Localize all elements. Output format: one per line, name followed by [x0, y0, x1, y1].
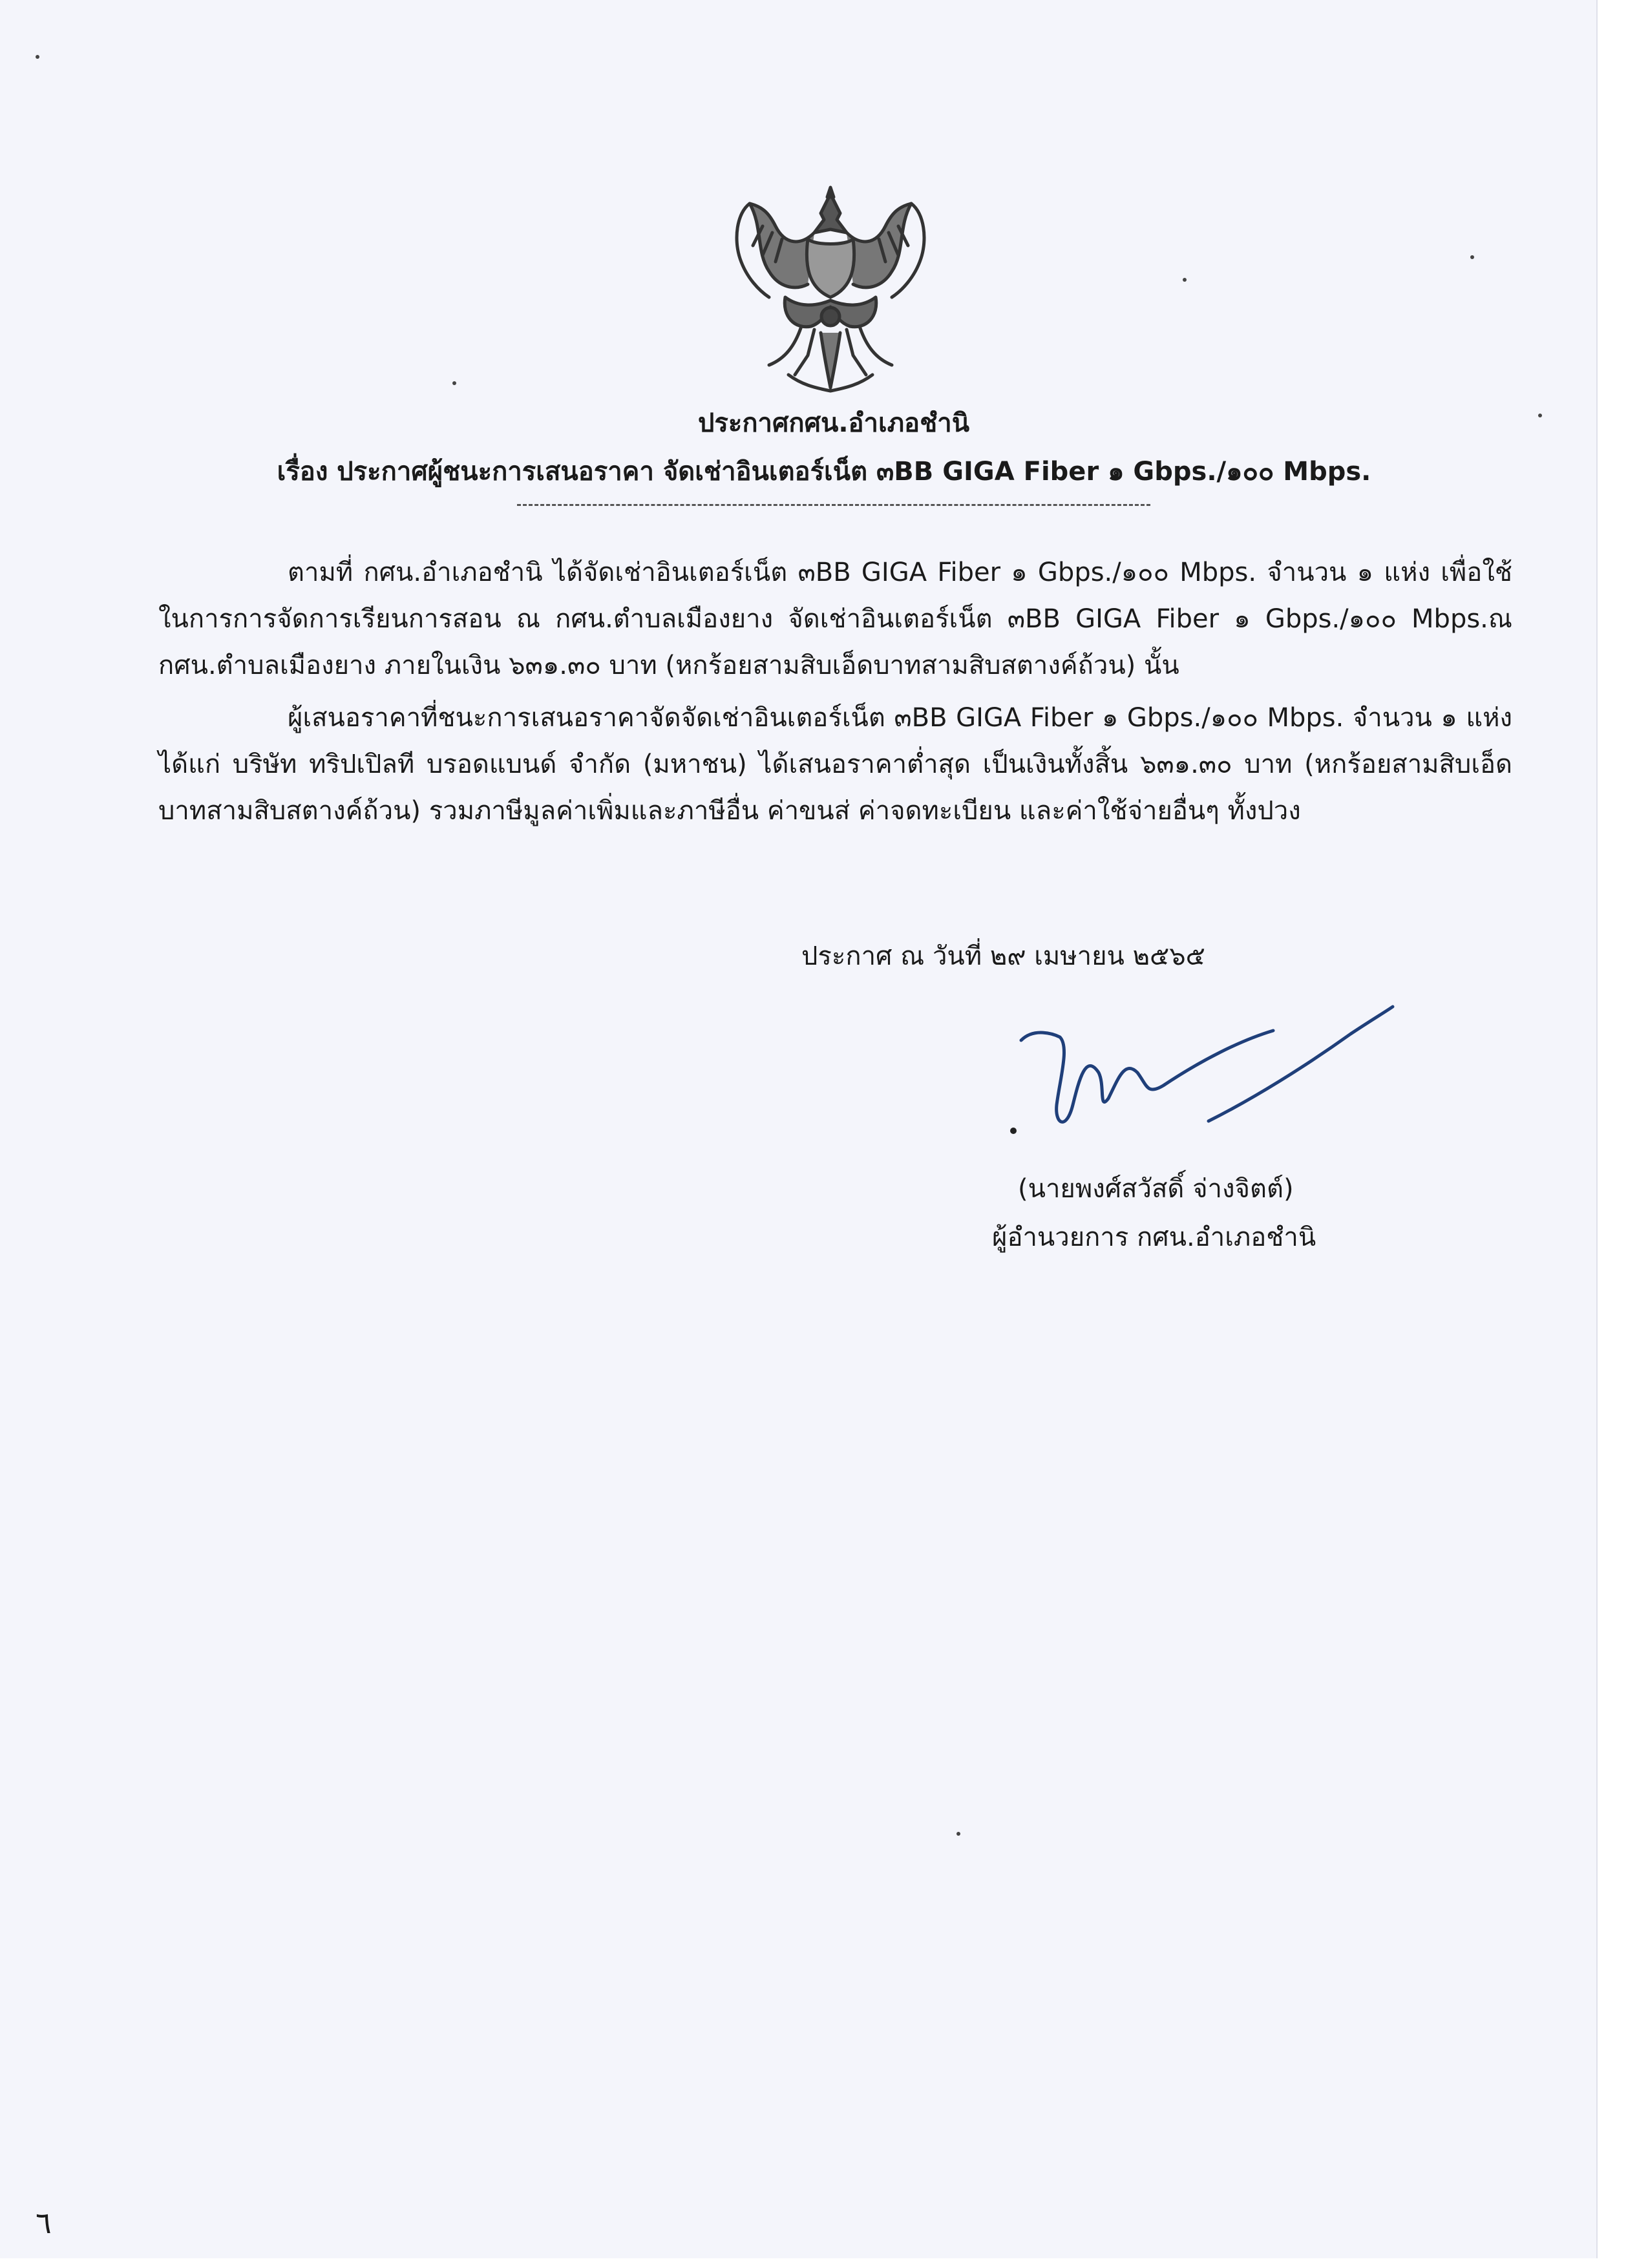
scan-speck [1538, 414, 1542, 417]
scan-speck [956, 1832, 960, 1836]
subject-line: เรื่อง ประกาศผู้ชนะการเสนอราคา จัดเช่าอินเตอร์เน็ต ๓BB GIGA Fiber ๑ Gbps./๑๐๐ Mbps. [277, 457, 1371, 487]
page-title: ประกาศกศน.อำเภอชำนิ [697, 408, 970, 438]
garuda-emblem-icon [724, 168, 937, 401]
page-mark: ٦ [36, 2205, 52, 2240]
scan-speck [36, 55, 39, 59]
signatory-position: ผู้อำนวยการ กศน.อำเภอชำนิ [992, 1223, 1316, 1252]
scan-bottom-edge [0, 2258, 1648, 2268]
signature-image [1008, 1002, 1396, 1150]
scan-page-edge [1596, 0, 1648, 2268]
body-paragraph-2: ผู้เสนอราคาที่ชนะการเสนอราคาจัดจัดเช่าอินเตอร์เน็ต ๓BB GIGA Fiber ๑ Gbps./๑๐๐ Mbps. จำนวน ๑ แห่ง ได้แก่ บริษัท ทริปเปิลที บรอดแบนด์ จำกัด (มหาชน) ได้เสนอราคาต่ำสุด เป็นเงินทั้งสิ้น ๖๓๑.๓๐ บาท (หกร้อยสามสิบเอ็ดบาทสามสิบสตางค์ถ้วน) รวมภาษีมูลค่าเพิ่มและภาษีอื่น ค่าขนส่ ค่าจดทะเบียน และค่าใช้จ่ายอื่นๆ ทั้งปวง [158, 703, 1512, 826]
scan-speck [1183, 278, 1187, 282]
scan-speck [452, 381, 456, 385]
announcement-date: ประกาศ ณ วันที่ ๒๙ เมษายน ๒๕๖๕ [801, 941, 1205, 971]
signatory-name: (นายพงศ์สวัสดิ์ จ่างจิตต์) [1018, 1174, 1294, 1204]
divider [517, 504, 1150, 506]
scan-speck [1470, 255, 1474, 259]
body-paragraph-1: ตามที่ กศน.อำเภอชำนิ ได้จัดเช่าอินเตอร์เน็ต ๓BB GIGA Fiber ๑ Gbps./๑๐๐ Mbps. จำนวน ๑ แห่ง เพื่อใช้ในการการจัดการเรียนการสอน ณ กศน.ตำบลเมืองยาง จัดเช่าอินเตอร์เน็ต ๓BB GIGA Fiber ๑ Gbps./๑๐๐ Mbps.ณ กศน.ตำบลเมืองยาง ภายในเงิน ๖๓๑.๓๐ บาท (หกร้อยสามสิบเอ็ดบาทสามสิบสตางค์ถ้วน) นั้น [158, 558, 1512, 680]
